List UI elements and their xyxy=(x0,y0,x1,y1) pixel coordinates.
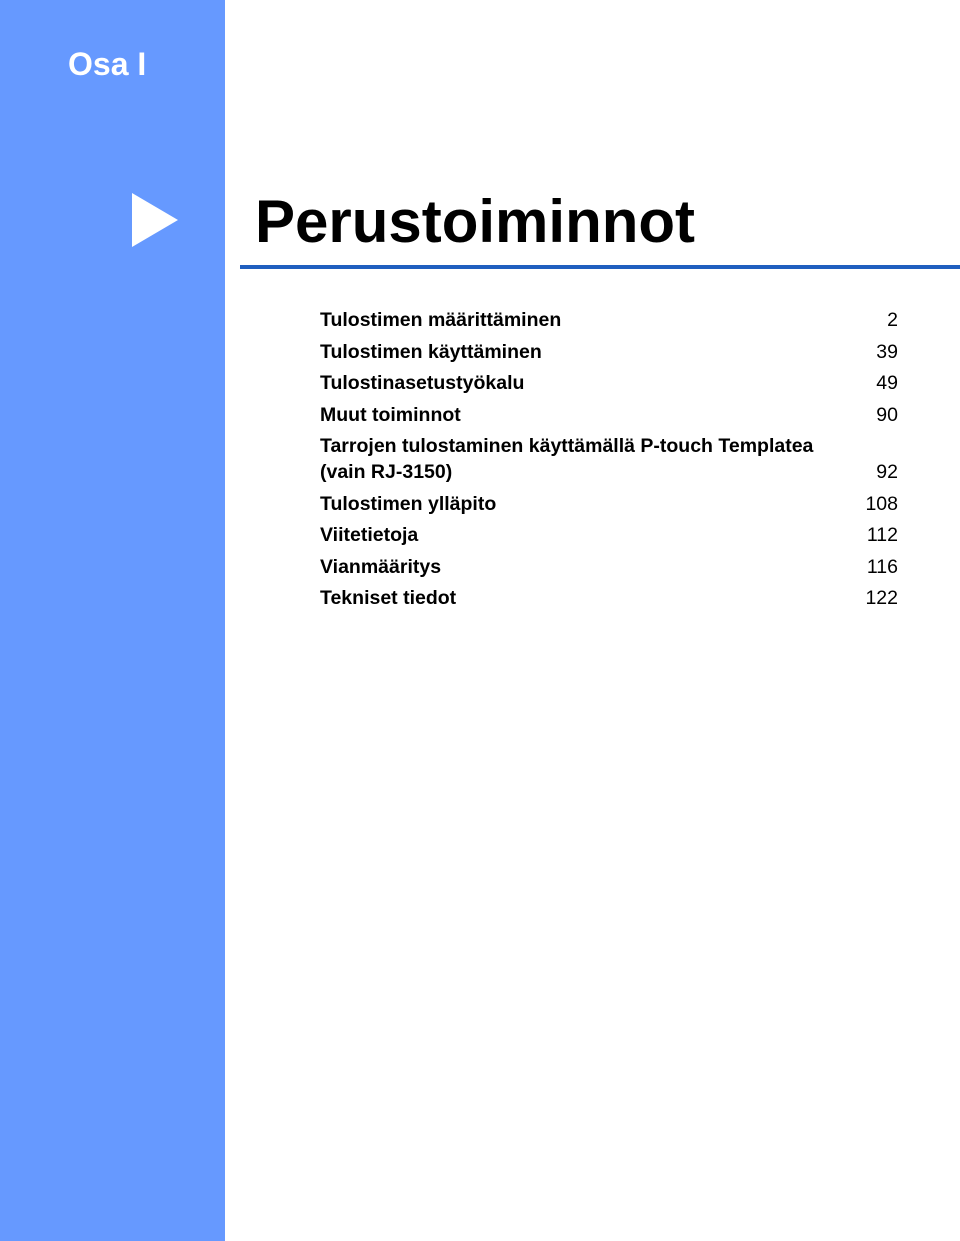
toc-entry[interactable] xyxy=(320,307,898,333)
toc-entry[interactable] xyxy=(320,339,898,365)
title-underline xyxy=(240,265,960,269)
toc-entry[interactable] xyxy=(320,433,898,485)
toc-entry[interactable] xyxy=(320,491,898,517)
play-arrow-icon xyxy=(132,193,178,247)
toc-entry-page: 39 xyxy=(876,340,898,363)
toc-entry-title: Vianmääritys xyxy=(320,555,442,578)
toc-entry[interactable] xyxy=(320,522,898,548)
table-of-contents xyxy=(320,307,898,617)
toc-entry-title: Tekniset tiedot xyxy=(320,587,457,609)
toc-entry-title: Muut toiminnot xyxy=(320,403,461,426)
toc-entry-title: Tarrojen tulostaminen käyttämällä P-touch Templatea (vain RJ-3150) xyxy=(320,435,814,483)
toc-entry-page: 112 xyxy=(866,524,898,546)
toc-entry-page: 49 xyxy=(876,372,898,394)
toc-entry-page: 92 xyxy=(876,461,898,483)
toc-entry-title: Tulostimen käyttäminen xyxy=(320,340,542,363)
toc-entry-page: 116 xyxy=(866,555,898,578)
toc-entry[interactable] xyxy=(320,585,898,611)
toc-entry-page: 108 xyxy=(865,492,898,515)
toc-entry-title: Tulostimen ylläpito xyxy=(320,492,497,515)
toc-entry[interactable] xyxy=(320,402,898,428)
toc-entry-page: 90 xyxy=(876,403,898,426)
toc-entry-page: 2 xyxy=(887,309,898,331)
toc-entry-page: 122 xyxy=(865,587,898,609)
part-label: Osa I xyxy=(68,46,147,82)
toc-entry-title: Tulostimen määrittäminen xyxy=(320,309,562,331)
toc-entry[interactable] xyxy=(320,370,898,396)
toc-entry-title: Tulostinasetustyökalu xyxy=(320,372,525,394)
chapter-title: Perustoiminnot xyxy=(255,188,696,255)
toc-entry-title: Viitetietoja xyxy=(320,524,419,546)
toc-entry[interactable] xyxy=(320,554,898,580)
side-color-band xyxy=(0,0,225,1241)
